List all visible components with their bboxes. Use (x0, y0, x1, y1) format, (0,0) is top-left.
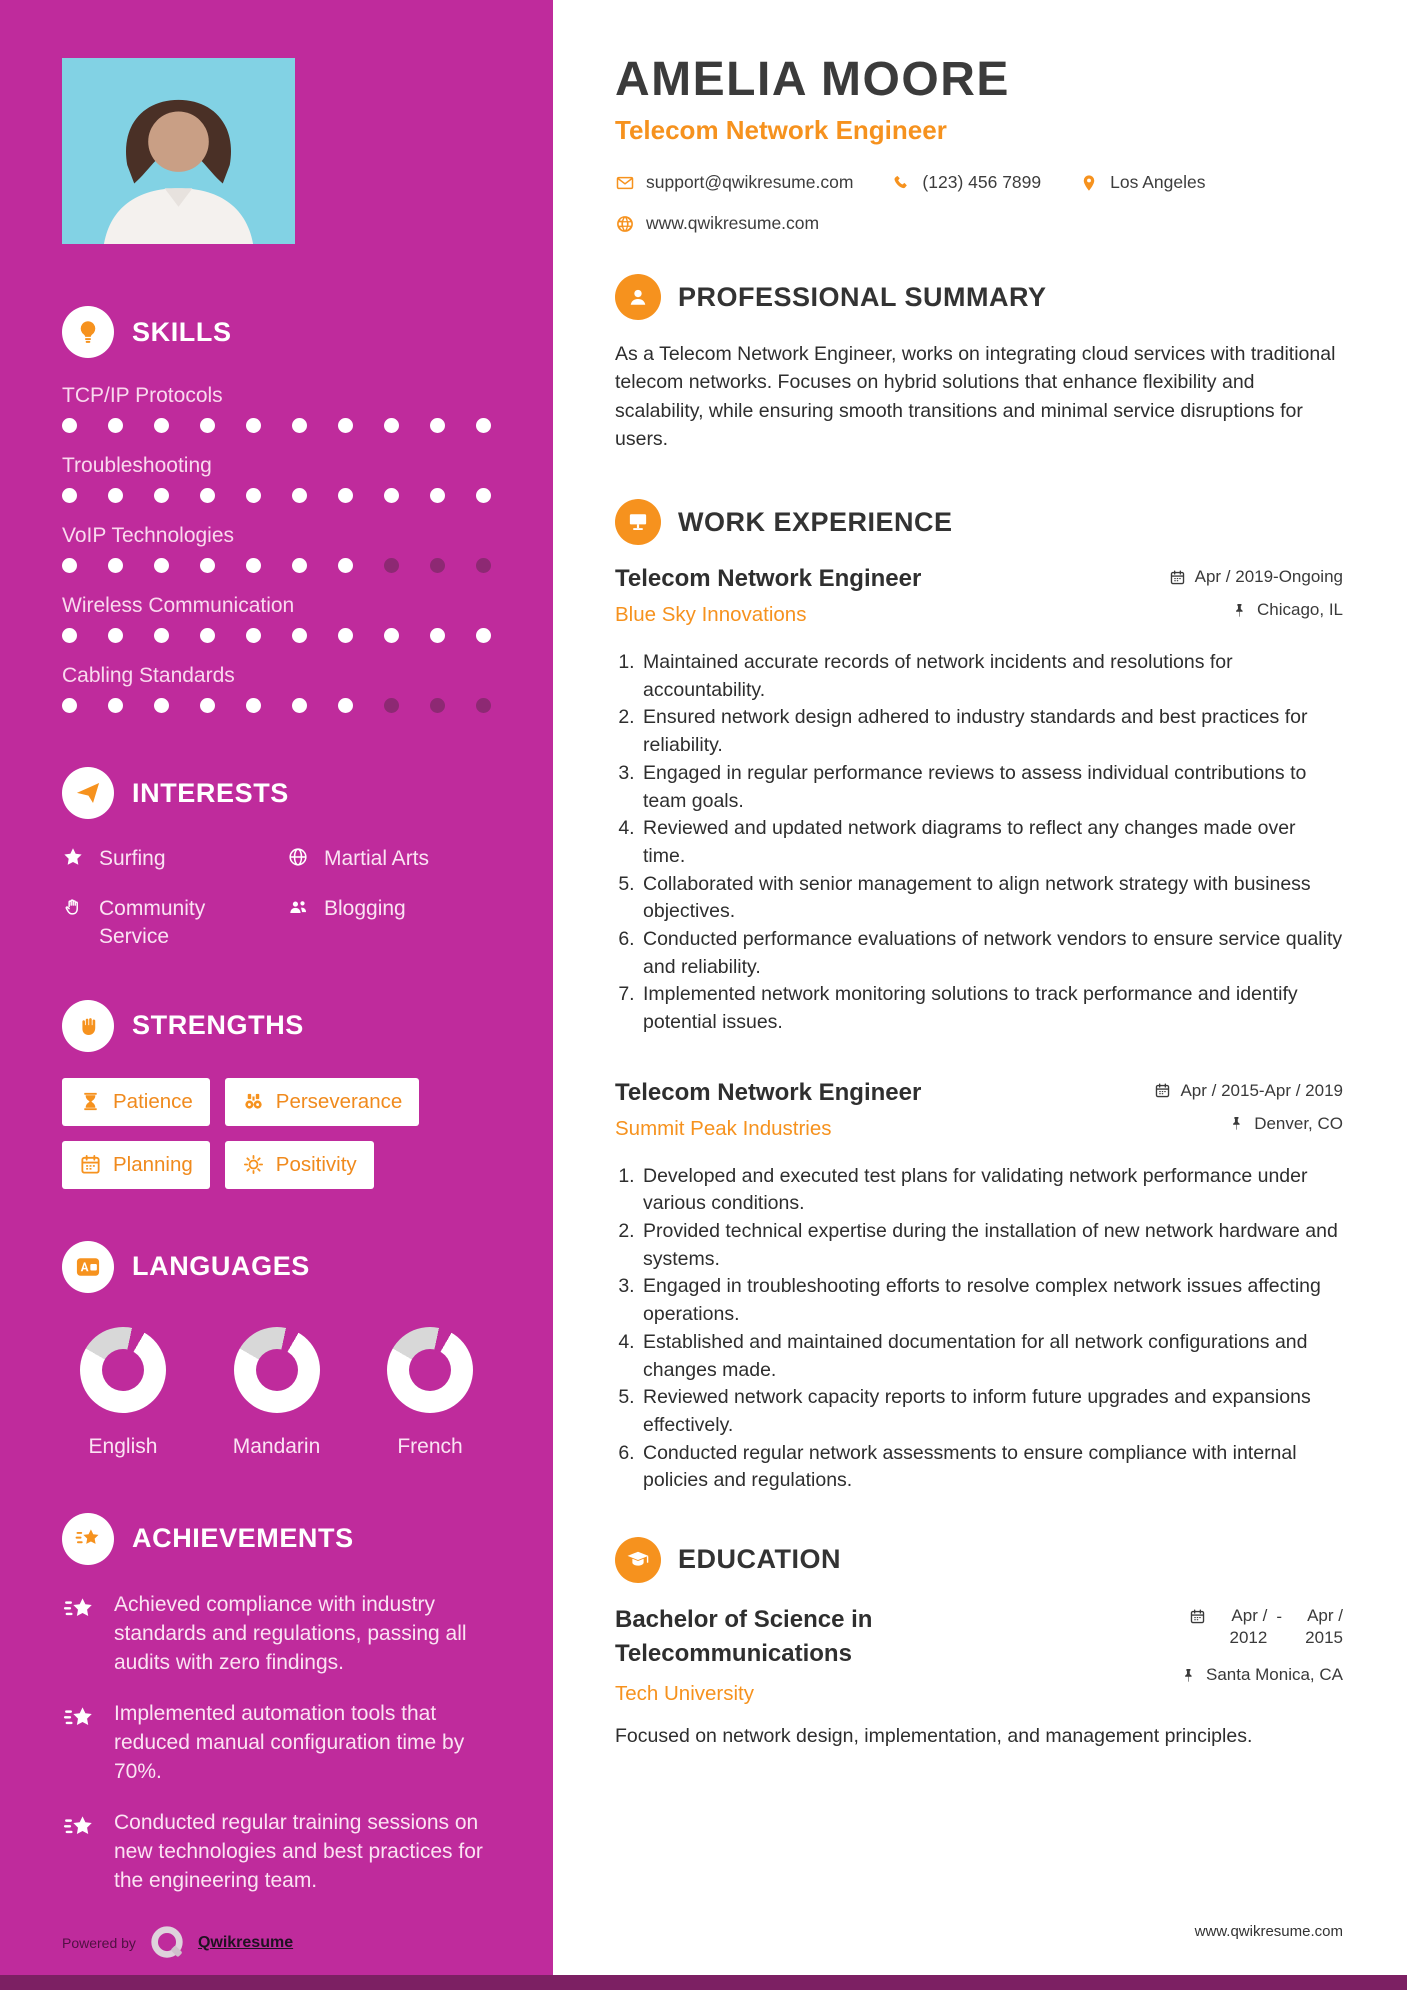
interest-item (62, 845, 267, 875)
language-donut-chart (80, 1327, 166, 1413)
rating-dot-filled (62, 488, 77, 503)
strength-label: Planning (113, 1152, 193, 1176)
languages-section (62, 1241, 491, 1459)
interest-label: Blogging (324, 897, 406, 921)
strength-badge (225, 1078, 419, 1126)
languages-title: LANGUAGES (132, 1251, 310, 1282)
language-label: French (397, 1434, 463, 1458)
experience-header (615, 499, 1343, 545)
job-header-left (615, 1079, 921, 1141)
bottom-accent-strip (0, 1975, 1407, 1990)
donut-hole (256, 1349, 298, 1391)
profile-photo (62, 58, 295, 244)
education-date-start: Apr / 2012 (1229, 1605, 1268, 1648)
location-value: Los Angeles (1110, 172, 1206, 192)
rating-dot-filled (384, 488, 399, 503)
language-item (371, 1327, 489, 1459)
qwikresume-logo-icon (148, 1924, 186, 1962)
experience-section (615, 499, 1343, 1495)
skill-rating-dots (62, 698, 491, 713)
achievement-text: Conducted regular training sessions on new technologies and best practices for the engineering team. (114, 1810, 483, 1892)
education-title: EDUCATION (678, 1544, 841, 1575)
skill-rating-dots (62, 418, 491, 433)
rating-dot-filled (246, 698, 261, 713)
rating-dot-filled (476, 628, 491, 643)
rating-dot-filled (62, 628, 77, 643)
rating-dot-filled (246, 628, 261, 643)
school-name: Tech University (615, 1682, 754, 1706)
job-header (615, 1079, 1343, 1147)
qwikresume-link[interactable]: Qwikresume (197, 1934, 294, 1951)
interests-title: INTERESTS (132, 777, 289, 808)
experience-title: WORK EXPERIENCE (678, 506, 953, 537)
job-bullet: 3. Engaged in troubleshooting efforts to resolve complex network issues affecting operations. (640, 1273, 1343, 1328)
rating-dot-filled (292, 698, 307, 713)
job-bullet: 1. Developed and executed test plans for validating network performance under various conditions. (640, 1163, 1343, 1218)
resume-header (615, 52, 1343, 234)
job-bullet: 3. Engaged in regular performance reviews to assess individual contributions to team goals. (640, 760, 1343, 815)
strengths-title: STRENGTHS (132, 1010, 304, 1041)
skill-rating-dots (62, 488, 491, 503)
website-value: www.qwikresume.com (646, 213, 820, 233)
rating-dot-filled (292, 418, 307, 433)
rating-dot-filled (108, 488, 123, 503)
interest-item (287, 895, 491, 950)
skill-name: TCP/IP Protocols (62, 384, 223, 407)
summary-text: As a Telecom Network Engineer, works on integrating cloud services with traditional telecom networks. Focuses on hybrid solutions that enhance flexibility and scalability, while ensuring smooth transitions and minimal service disruptions for users. (615, 343, 1336, 450)
rating-dot-filled (430, 488, 445, 503)
job-dates-value: Apr / 2019-Ongoing (1194, 567, 1343, 587)
job-location (1154, 1114, 1343, 1134)
job-header (615, 565, 1343, 633)
job-dates (1154, 1081, 1343, 1101)
rating-dot-filled (338, 628, 353, 643)
rating-dot-filled (108, 418, 123, 433)
hand-icon (62, 896, 86, 950)
interests-list (62, 845, 491, 950)
rating-dot-filled (154, 628, 169, 643)
graduation-cap-icon (615, 1537, 661, 1583)
job-dates-value: Apr / 2015-Apr / 2019 (1180, 1080, 1343, 1100)
education-right (1180, 1603, 1343, 1698)
donut-hole (409, 1349, 451, 1391)
globe-icon (287, 846, 311, 875)
job-company: Blue Sky Innovations (615, 603, 807, 627)
skills-list (62, 384, 491, 713)
hourglass-icon (79, 1090, 102, 1113)
languages-list (62, 1319, 491, 1459)
rating-dot-empty (384, 698, 399, 713)
rating-dot-filled (384, 628, 399, 643)
phone-value: (123) 456 7899 (922, 172, 1042, 192)
job-location (1169, 600, 1343, 620)
language-donut-chart (387, 1327, 473, 1413)
rating-dot-empty (476, 558, 491, 573)
job-bullet: 5. Collaborated with senior management to align network strategy with business objectives. (640, 871, 1343, 926)
contact-info (615, 172, 1343, 234)
rating-dot-filled (338, 698, 353, 713)
achievement-text: Achieved compliance with industry standards and regulations, passing all audits with zero findings. (114, 1592, 467, 1674)
rating-dot-filled (246, 558, 261, 573)
rating-dot-empty (476, 698, 491, 713)
strength-label: Patience (113, 1089, 193, 1113)
skills-section (62, 306, 491, 713)
job-location-value: Chicago, IL (1257, 600, 1343, 620)
interest-label: Community Service (99, 897, 206, 948)
strength-label: Positivity (275, 1152, 357, 1176)
skills-title: SKILLS (132, 316, 232, 347)
job-bullet: 4. Reviewed and updated network diagrams to reflect any changes made over time. (640, 815, 1343, 870)
rating-dot-filled (108, 628, 123, 643)
interest-item (62, 895, 267, 950)
job-header-left (615, 565, 921, 627)
shooting-star-icon (62, 1513, 114, 1565)
rating-dot-filled (200, 418, 215, 433)
job-bullet: 2. Ensured network design adhered to industry standards and best practices for reliability. (640, 704, 1343, 759)
calendar-icon (1154, 1082, 1171, 1099)
rating-dot-filled (200, 558, 215, 573)
strengths-header (62, 1000, 491, 1052)
rating-dot-filled (154, 418, 169, 433)
achievement-text: Implemented automation tools that reduced manual configuration time by 70%. (114, 1701, 465, 1783)
achievements-title: ACHIEVEMENTS (132, 1523, 354, 1554)
strength-badge (62, 1141, 210, 1189)
rating-dot-filled (200, 698, 215, 713)
rating-dot-filled (430, 628, 445, 643)
pushpin-icon (1231, 602, 1248, 619)
translate-icon (62, 1241, 114, 1293)
person-icon (615, 274, 661, 320)
skill-rating-dots (62, 628, 491, 643)
footer-website: www.qwikresume.com (1194, 1923, 1343, 1940)
strength-badge (62, 1078, 210, 1126)
rating-dot-filled (338, 488, 353, 503)
rating-dot-filled (108, 558, 123, 573)
achievements-list (62, 1591, 491, 1896)
workstation-icon (615, 499, 661, 545)
strengths-section (62, 1000, 491, 1189)
interest-label: Martial Arts (324, 847, 430, 870)
envelope-icon (615, 173, 635, 193)
job-entry (615, 565, 1343, 1037)
education-location-value: Santa Monica, CA (1205, 1665, 1343, 1685)
rating-dot-filled (246, 488, 261, 503)
powered-by-label: Powered by (62, 1935, 136, 1951)
language-label: Mandarin (232, 1434, 321, 1458)
rating-dot-empty (430, 558, 445, 573)
language-item (218, 1327, 336, 1459)
email-value: support@qwikresume.com (646, 172, 854, 192)
summary-section (615, 274, 1343, 453)
job-header-right (1154, 1079, 1343, 1147)
skill-name: Cabling Standards (62, 664, 235, 687)
email-item (615, 172, 853, 193)
job-bullet-list (615, 1163, 1343, 1495)
job-dates (1169, 567, 1343, 587)
rating-dot-filled (338, 418, 353, 433)
skill-name: VoIP Technologies (62, 524, 235, 547)
website-item (615, 213, 819, 234)
rating-dot-filled (476, 488, 491, 503)
job-location-value: Denver, CO (1254, 1113, 1343, 1133)
calendar-icon (1189, 1608, 1206, 1625)
phone-item (891, 172, 1041, 193)
interest-item (287, 845, 491, 875)
rating-dot-filled (246, 418, 261, 433)
shooting-star-icon (62, 1593, 98, 1678)
education-section (615, 1537, 1343, 1750)
rating-dot-filled (62, 418, 77, 433)
globe-icon (615, 214, 635, 234)
education-date-end: Apr / 2015 (1305, 1605, 1343, 1648)
main-content (553, 0, 1407, 1990)
shooting-star-icon (62, 1811, 98, 1896)
skill-name: Wireless Communication (62, 594, 295, 617)
education-location (1180, 1665, 1343, 1685)
languages-header (62, 1241, 491, 1293)
skill-item (62, 664, 491, 713)
rating-dot-filled (430, 418, 445, 433)
degree-name: Bachelor of Science in Telecommunications (615, 1605, 873, 1667)
sidebar (0, 0, 553, 1990)
rating-dot-filled (154, 698, 169, 713)
skill-item (62, 524, 491, 573)
pushpin-icon (1180, 1667, 1197, 1684)
job-entry (615, 1079, 1343, 1495)
rating-dot-filled (384, 418, 399, 433)
job-role: Telecom Network Engineer (615, 565, 922, 593)
job-role: Telecom Network Engineer (615, 1078, 922, 1106)
candidate-title: Telecom Network Engineer (615, 115, 947, 145)
rating-dot-filled (292, 488, 307, 503)
skill-rating-dots (62, 558, 491, 573)
achievement-item (62, 1809, 491, 1896)
education-dates (1180, 1605, 1343, 1649)
shooting-star-icon (62, 1702, 98, 1787)
job-bullet: 4. Established and maintained documentation for all network configurations and changes made. (640, 1329, 1343, 1384)
rating-dot-filled (108, 698, 123, 713)
education-left (615, 1603, 1085, 1706)
profile-photo-illustration (62, 58, 295, 244)
rating-dot-filled (292, 558, 307, 573)
calendar-icon (79, 1153, 102, 1176)
rating-dot-filled (292, 628, 307, 643)
sidebar-footer (62, 1924, 293, 1962)
lightbulb-icon (62, 306, 114, 358)
interests-header (62, 767, 491, 819)
rating-dot-filled (62, 698, 77, 713)
candidate-name: AMELIA MOORE (615, 53, 1010, 106)
sun-icon (242, 1153, 265, 1176)
users-icon (287, 896, 311, 950)
job-bullet: 5. Reviewed network capacity reports to inform future upgrades and expansions effectively. (640, 1384, 1343, 1439)
interest-label: Surfing (99, 847, 166, 870)
jobs-list (615, 565, 1343, 1495)
job-bullet-list (615, 649, 1343, 1037)
skill-name: Troubleshooting (62, 454, 212, 477)
rating-dot-filled (200, 628, 215, 643)
location-item (1079, 172, 1205, 193)
job-bullet: 6. Conducted performance evaluations of network vendors to ensure service quality and reliability. (640, 926, 1343, 981)
rating-dot-empty (430, 698, 445, 713)
achievements-section (62, 1513, 491, 1896)
rating-dot-filled (154, 558, 169, 573)
summary-title: PROFESSIONAL SUMMARY (678, 281, 1047, 312)
rating-dot-filled (476, 418, 491, 433)
skills-header (62, 306, 491, 358)
summary-header (615, 274, 1343, 320)
job-bullet: 2. Provided technical expertise during the installation of new network hardware and systems. (640, 1218, 1343, 1273)
job-bullet: 1. Maintained accurate records of network incidents and resolutions for accountability. (640, 649, 1343, 704)
contact-row-2 (615, 213, 1343, 234)
job-bullet: 6. Conducted regular network assessments to ensure compliance with internal policies and regulations. (640, 1440, 1343, 1495)
job-header-right (1169, 565, 1343, 633)
contact-row-1 (615, 172, 1343, 193)
strength-badge (225, 1141, 374, 1189)
star-icon (62, 846, 86, 875)
skill-item (62, 454, 491, 503)
rating-dot-empty (384, 558, 399, 573)
rating-dot-filled (200, 488, 215, 503)
phone-icon (891, 173, 911, 193)
education-entry (615, 1603, 1343, 1706)
calendar-icon (1169, 569, 1186, 586)
rating-dot-filled (62, 558, 77, 573)
donut-hole (102, 1349, 144, 1391)
rating-dot-filled (154, 488, 169, 503)
date-separator: - (1276, 1606, 1282, 1626)
education-description: Focused on network design, implementation, and management principles. (615, 1725, 1253, 1748)
language-donut-chart (234, 1327, 320, 1413)
rating-dot-filled (338, 558, 353, 573)
achievement-item (62, 1700, 491, 1787)
achievements-header (62, 1513, 491, 1565)
education-header (615, 1537, 1343, 1583)
achievement-item (62, 1591, 491, 1678)
strengths-list (62, 1078, 491, 1189)
interests-section (62, 767, 491, 950)
pushpin-icon (1228, 1115, 1245, 1132)
fist-icon (62, 1000, 114, 1052)
job-bullet: 7. Implemented network monitoring solutions to track performance and identify potential issues. (640, 981, 1343, 1036)
map-pin-icon (1079, 173, 1099, 193)
language-label: English (88, 1434, 158, 1458)
skill-item (62, 384, 491, 433)
skill-item (62, 594, 491, 643)
binoculars-icon (242, 1090, 265, 1113)
language-item (64, 1327, 182, 1459)
job-company: Summit Peak Industries (615, 1116, 832, 1140)
paper-plane-icon (62, 767, 114, 819)
strength-label: Perseverance (275, 1089, 403, 1113)
